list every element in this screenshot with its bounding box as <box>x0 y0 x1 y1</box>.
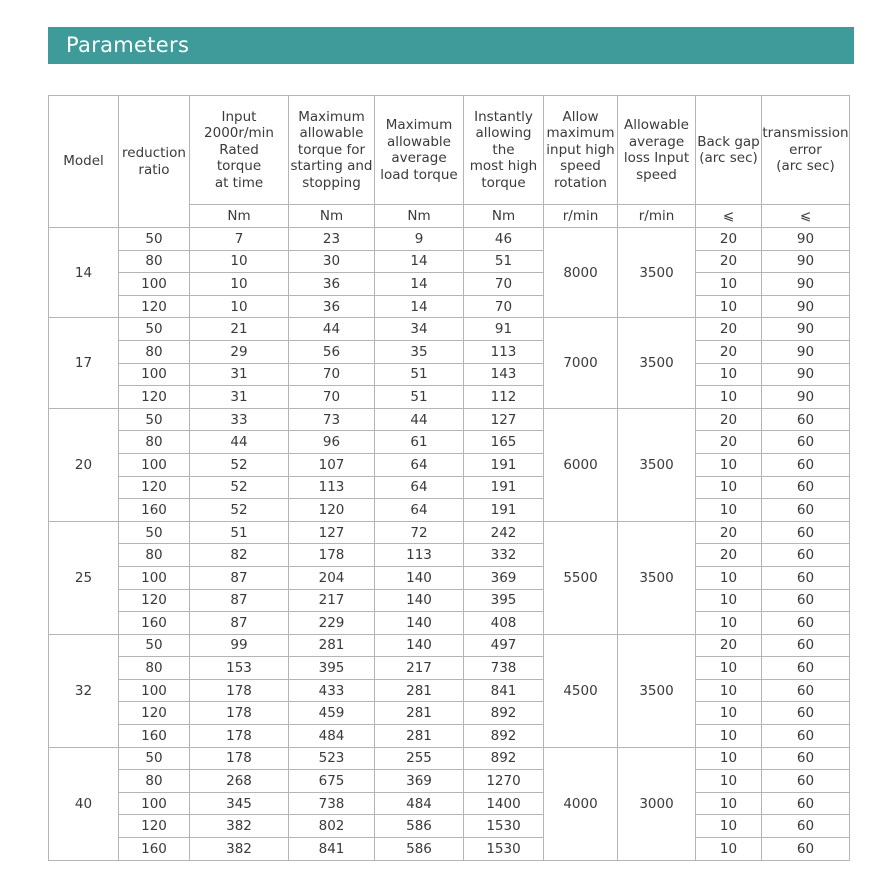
table-row <box>49 815 850 838</box>
cell-rated-torque: 10 <box>190 250 289 273</box>
cell-rated-torque: 178 <box>190 725 289 748</box>
parameters-table <box>48 95 850 861</box>
cell-back-gap: 10 <box>696 453 762 476</box>
cell-reduction-ratio: 100 <box>119 453 190 476</box>
cell-max-start-stop-torque: 675 <box>289 770 375 793</box>
cell-max-average-load-torque: 140 <box>375 612 464 635</box>
cell-transmission-error: 60 <box>762 634 850 657</box>
cell-max-average-load-torque: 281 <box>375 725 464 748</box>
table-row <box>49 679 850 702</box>
cell-max-start-stop-torque: 204 <box>289 566 375 589</box>
cell-transmission-error: 60 <box>762 612 850 635</box>
cell-back-gap: 10 <box>696 612 762 635</box>
cell-model: 14 <box>49 228 119 318</box>
cell-max-average-load-torque: 369 <box>375 770 464 793</box>
cell-instant-high-torque: 1400 <box>464 792 544 815</box>
cell-transmission-error: 60 <box>762 589 850 612</box>
cell-max-average-load-torque: 44 <box>375 408 464 431</box>
cell-max-start-stop-torque: 120 <box>289 499 375 522</box>
cell-instant-high-torque: 113 <box>464 340 544 363</box>
cell-max-start-stop-torque: 841 <box>289 838 375 861</box>
cell-reduction-ratio: 50 <box>119 408 190 431</box>
cell-back-gap: 10 <box>696 589 762 612</box>
cell-instant-high-torque: 841 <box>464 679 544 702</box>
cell-max-average-load-torque: 9 <box>375 228 464 251</box>
cell-back-gap: 10 <box>696 702 762 725</box>
cell-max-average-load-torque: 51 <box>375 363 464 386</box>
cell-max-average-load-torque: 217 <box>375 657 464 680</box>
cell-transmission-error: 60 <box>762 770 850 793</box>
col-header-rated-torque: Input 2000r/min Rated torque at time <box>190 96 289 205</box>
cell-rated-torque: 153 <box>190 657 289 680</box>
cell-reduction-ratio: 80 <box>119 250 190 273</box>
cell-average-input-speed: 3500 <box>618 408 696 521</box>
table-body <box>49 228 850 861</box>
cell-instant-high-torque: 70 <box>464 273 544 296</box>
cell-reduction-ratio: 50 <box>119 747 190 770</box>
cell-instant-high-torque: 191 <box>464 499 544 522</box>
cell-rated-torque: 21 <box>190 318 289 341</box>
cell-model: 17 <box>49 318 119 408</box>
cell-instant-high-torque: 1530 <box>464 815 544 838</box>
cell-max-start-stop-torque: 36 <box>289 295 375 318</box>
cell-max-average-load-torque: 586 <box>375 838 464 861</box>
cell-instant-high-torque: 332 <box>464 544 544 567</box>
cell-rated-torque: 99 <box>190 634 289 657</box>
cell-back-gap: 10 <box>696 499 762 522</box>
cell-max-start-stop-torque: 802 <box>289 815 375 838</box>
cell-back-gap: 10 <box>696 386 762 409</box>
cell-rated-torque: 268 <box>190 770 289 793</box>
cell-rated-torque: 51 <box>190 521 289 544</box>
cell-rated-torque: 44 <box>190 431 289 454</box>
cell-max-start-stop-torque: 229 <box>289 612 375 635</box>
cell-instant-high-torque: 892 <box>464 747 544 770</box>
cell-instant-high-torque: 46 <box>464 228 544 251</box>
table-row <box>49 747 850 770</box>
cell-instant-high-torque: 70 <box>464 295 544 318</box>
unit-average-input-speed: r/min <box>618 205 696 228</box>
unit-max-average-load-torque: Nm <box>375 205 464 228</box>
table-row <box>49 838 850 861</box>
cell-back-gap: 20 <box>696 431 762 454</box>
cell-max-start-stop-torque: 70 <box>289 386 375 409</box>
cell-transmission-error: 60 <box>762 521 850 544</box>
cell-max-start-stop-torque: 44 <box>289 318 375 341</box>
cell-max-average-load-torque: 484 <box>375 792 464 815</box>
cell-max-start-stop-torque: 459 <box>289 702 375 725</box>
cell-max-start-stop-torque: 36 <box>289 273 375 296</box>
unit-transmission-error: ⩽ <box>762 205 850 228</box>
cell-reduction-ratio: 80 <box>119 431 190 454</box>
cell-instant-high-torque: 1530 <box>464 838 544 861</box>
col-header-transmission-error: transmission error (arc sec) <box>762 96 850 205</box>
table-row <box>49 340 850 363</box>
cell-max-input-speed: 8000 <box>544 228 618 318</box>
cell-reduction-ratio: 120 <box>119 589 190 612</box>
cell-transmission-error: 90 <box>762 363 850 386</box>
cell-transmission-error: 90 <box>762 318 850 341</box>
cell-average-input-speed: 3500 <box>618 318 696 408</box>
cell-transmission-error: 60 <box>762 408 850 431</box>
cell-instant-high-torque: 408 <box>464 612 544 635</box>
cell-max-average-load-torque: 140 <box>375 589 464 612</box>
cell-reduction-ratio: 80 <box>119 657 190 680</box>
cell-model: 25 <box>49 521 119 634</box>
cell-back-gap: 20 <box>696 544 762 567</box>
header-row <box>49 96 850 205</box>
cell-instant-high-torque: 395 <box>464 589 544 612</box>
cell-rated-torque: 345 <box>190 792 289 815</box>
cell-rated-torque: 382 <box>190 838 289 861</box>
cell-reduction-ratio: 120 <box>119 815 190 838</box>
cell-max-start-stop-torque: 30 <box>289 250 375 273</box>
cell-max-start-stop-torque: 523 <box>289 747 375 770</box>
table-row <box>49 521 850 544</box>
col-header-back-gap: Back gap (arc sec) <box>696 96 762 205</box>
cell-average-input-speed: 3500 <box>618 521 696 634</box>
cell-transmission-error: 60 <box>762 725 850 748</box>
cell-reduction-ratio: 50 <box>119 228 190 251</box>
table-row <box>49 295 850 318</box>
cell-transmission-error: 90 <box>762 228 850 251</box>
col-header-instant-high-torque: Instantly allowing the most high torque <box>464 96 544 205</box>
cell-reduction-ratio: 160 <box>119 612 190 635</box>
cell-rated-torque: 52 <box>190 476 289 499</box>
cell-instant-high-torque: 892 <box>464 725 544 748</box>
table-row <box>49 657 850 680</box>
table-row <box>49 544 850 567</box>
cell-instant-high-torque: 497 <box>464 634 544 657</box>
cell-instant-high-torque: 112 <box>464 386 544 409</box>
cell-rated-torque: 87 <box>190 612 289 635</box>
cell-rated-torque: 31 <box>190 386 289 409</box>
cell-max-average-load-torque: 14 <box>375 295 464 318</box>
cell-instant-high-torque: 242 <box>464 521 544 544</box>
cell-max-input-speed: 4000 <box>544 747 618 860</box>
cell-reduction-ratio: 80 <box>119 544 190 567</box>
cell-max-start-stop-torque: 433 <box>289 679 375 702</box>
cell-back-gap: 10 <box>696 476 762 499</box>
cell-rated-torque: 31 <box>190 363 289 386</box>
table-row <box>49 566 850 589</box>
cell-back-gap: 20 <box>696 340 762 363</box>
table-row <box>49 476 850 499</box>
table-row <box>49 408 850 431</box>
cell-back-gap: 10 <box>696 792 762 815</box>
cell-rated-torque: 10 <box>190 295 289 318</box>
cell-max-start-stop-torque: 281 <box>289 634 375 657</box>
cell-transmission-error: 60 <box>762 544 850 567</box>
cell-rated-torque: 82 <box>190 544 289 567</box>
unit-instant-high-torque: Nm <box>464 205 544 228</box>
col-header-reduction-ratio: reduction ratio <box>119 96 190 228</box>
cell-transmission-error: 60 <box>762 792 850 815</box>
cell-back-gap: 10 <box>696 363 762 386</box>
cell-reduction-ratio: 160 <box>119 838 190 861</box>
unit-rated-torque: Nm <box>190 205 289 228</box>
cell-back-gap: 20 <box>696 408 762 431</box>
col-header-model: Model <box>49 96 119 228</box>
cell-max-average-load-torque: 34 <box>375 318 464 341</box>
cell-average-input-speed: 3000 <box>618 747 696 860</box>
cell-rated-torque: 87 <box>190 566 289 589</box>
cell-transmission-error: 60 <box>762 657 850 680</box>
unit-max-start-stop-torque: Nm <box>289 205 375 228</box>
cell-max-average-load-torque: 14 <box>375 273 464 296</box>
cell-model: 32 <box>49 634 119 747</box>
cell-back-gap: 20 <box>696 634 762 657</box>
unit-max-input-speed: r/min <box>544 205 618 228</box>
table-row <box>49 589 850 612</box>
cell-transmission-error: 90 <box>762 250 850 273</box>
cell-max-input-speed: 6000 <box>544 408 618 521</box>
cell-average-input-speed: 3500 <box>618 228 696 318</box>
cell-max-start-stop-torque: 70 <box>289 363 375 386</box>
cell-max-input-speed: 4500 <box>544 634 618 747</box>
cell-rated-torque: 178 <box>190 747 289 770</box>
cell-rated-torque: 33 <box>190 408 289 431</box>
cell-reduction-ratio: 120 <box>119 386 190 409</box>
unit-back-gap: ⩽ <box>696 205 762 228</box>
cell-back-gap: 10 <box>696 566 762 589</box>
cell-rated-torque: 10 <box>190 273 289 296</box>
cell-reduction-ratio: 120 <box>119 476 190 499</box>
table-row <box>49 453 850 476</box>
cell-max-average-load-torque: 51 <box>375 386 464 409</box>
cell-instant-high-torque: 191 <box>464 453 544 476</box>
cell-reduction-ratio: 100 <box>119 792 190 815</box>
cell-reduction-ratio: 50 <box>119 318 190 341</box>
cell-model: 20 <box>49 408 119 521</box>
cell-reduction-ratio: 160 <box>119 725 190 748</box>
cell-instant-high-torque: 127 <box>464 408 544 431</box>
cell-transmission-error: 60 <box>762 747 850 770</box>
cell-max-start-stop-torque: 96 <box>289 431 375 454</box>
cell-max-start-stop-torque: 113 <box>289 476 375 499</box>
cell-max-average-load-torque: 140 <box>375 634 464 657</box>
cell-instant-high-torque: 892 <box>464 702 544 725</box>
cell-instant-high-torque: 191 <box>464 476 544 499</box>
cell-transmission-error: 60 <box>762 838 850 861</box>
cell-transmission-error: 90 <box>762 273 850 296</box>
cell-max-average-load-torque: 255 <box>375 747 464 770</box>
table-row <box>49 363 850 386</box>
cell-reduction-ratio: 120 <box>119 295 190 318</box>
cell-max-average-load-torque: 281 <box>375 702 464 725</box>
cell-instant-high-torque: 91 <box>464 318 544 341</box>
cell-max-start-stop-torque: 395 <box>289 657 375 680</box>
cell-transmission-error: 90 <box>762 386 850 409</box>
cell-rated-torque: 382 <box>190 815 289 838</box>
cell-max-average-load-torque: 72 <box>375 521 464 544</box>
cell-transmission-error: 60 <box>762 499 850 522</box>
table-row <box>49 770 850 793</box>
cell-max-start-stop-torque: 738 <box>289 792 375 815</box>
cell-back-gap: 10 <box>696 679 762 702</box>
cell-max-average-load-torque: 281 <box>375 679 464 702</box>
cell-max-start-stop-torque: 178 <box>289 544 375 567</box>
cell-back-gap: 10 <box>696 747 762 770</box>
cell-instant-high-torque: 1270 <box>464 770 544 793</box>
cell-back-gap: 10 <box>696 725 762 748</box>
cell-reduction-ratio: 80 <box>119 340 190 363</box>
cell-back-gap: 10 <box>696 770 762 793</box>
table-row <box>49 273 850 296</box>
cell-rated-torque: 7 <box>190 228 289 251</box>
cell-rated-torque: 87 <box>190 589 289 612</box>
cell-back-gap: 20 <box>696 521 762 544</box>
cell-max-start-stop-torque: 127 <box>289 521 375 544</box>
cell-instant-high-torque: 369 <box>464 566 544 589</box>
cell-rated-torque: 178 <box>190 702 289 725</box>
cell-transmission-error: 90 <box>762 340 850 363</box>
cell-max-average-load-torque: 14 <box>375 250 464 273</box>
cell-max-average-load-torque: 140 <box>375 566 464 589</box>
cell-back-gap: 20 <box>696 318 762 341</box>
table-row <box>49 499 850 522</box>
cell-instant-high-torque: 143 <box>464 363 544 386</box>
table-row <box>49 431 850 454</box>
cell-reduction-ratio: 100 <box>119 566 190 589</box>
table-row <box>49 725 850 748</box>
cell-transmission-error: 60 <box>762 815 850 838</box>
cell-back-gap: 10 <box>696 295 762 318</box>
cell-transmission-error: 60 <box>762 702 850 725</box>
cell-max-average-load-torque: 64 <box>375 476 464 499</box>
cell-average-input-speed: 3500 <box>618 634 696 747</box>
cell-transmission-error: 60 <box>762 431 850 454</box>
table-row <box>49 318 850 341</box>
cell-transmission-error: 60 <box>762 679 850 702</box>
cell-rated-torque: 29 <box>190 340 289 363</box>
table-row <box>49 228 850 251</box>
cell-reduction-ratio: 100 <box>119 273 190 296</box>
cell-max-average-load-torque: 113 <box>375 544 464 567</box>
cell-max-start-stop-torque: 217 <box>289 589 375 612</box>
cell-max-input-speed: 7000 <box>544 318 618 408</box>
cell-max-average-load-torque: 64 <box>375 499 464 522</box>
cell-back-gap: 10 <box>696 815 762 838</box>
col-header-max-average-load-torque: Maximum allowable average load torque <box>375 96 464 205</box>
header-banner <box>48 27 854 64</box>
cell-max-input-speed: 5500 <box>544 521 618 634</box>
table-row <box>49 702 850 725</box>
cell-transmission-error: 60 <box>762 566 850 589</box>
cell-max-start-stop-torque: 23 <box>289 228 375 251</box>
table-row <box>49 250 850 273</box>
cell-reduction-ratio: 50 <box>119 521 190 544</box>
cell-reduction-ratio: 50 <box>119 634 190 657</box>
cell-transmission-error: 60 <box>762 476 850 499</box>
cell-transmission-error: 60 <box>762 453 850 476</box>
cell-max-start-stop-torque: 107 <box>289 453 375 476</box>
cell-max-start-stop-torque: 73 <box>289 408 375 431</box>
cell-reduction-ratio: 100 <box>119 363 190 386</box>
cell-back-gap: 10 <box>696 273 762 296</box>
cell-instant-high-torque: 738 <box>464 657 544 680</box>
cell-instant-high-torque: 165 <box>464 431 544 454</box>
table-row <box>49 386 850 409</box>
cell-instant-high-torque: 51 <box>464 250 544 273</box>
cell-rated-torque: 52 <box>190 453 289 476</box>
cell-max-average-load-torque: 586 <box>375 815 464 838</box>
cell-back-gap: 20 <box>696 250 762 273</box>
table-row <box>49 612 850 635</box>
cell-max-start-stop-torque: 56 <box>289 340 375 363</box>
cell-back-gap: 10 <box>696 838 762 861</box>
cell-reduction-ratio: 160 <box>119 499 190 522</box>
cell-max-start-stop-torque: 484 <box>289 725 375 748</box>
cell-reduction-ratio: 100 <box>119 679 190 702</box>
table-row <box>49 792 850 815</box>
cell-transmission-error: 90 <box>762 295 850 318</box>
col-header-max-input-speed: Allow maximum input high speed rotation <box>544 96 618 205</box>
cell-rated-torque: 178 <box>190 679 289 702</box>
table-row <box>49 634 850 657</box>
cell-max-average-load-torque: 35 <box>375 340 464 363</box>
cell-model: 40 <box>49 747 119 860</box>
cell-back-gap: 20 <box>696 228 762 251</box>
cell-reduction-ratio: 80 <box>119 770 190 793</box>
cell-back-gap: 10 <box>696 657 762 680</box>
cell-max-average-load-torque: 64 <box>375 453 464 476</box>
cell-rated-torque: 52 <box>190 499 289 522</box>
cell-max-average-load-torque: 61 <box>375 431 464 454</box>
cell-reduction-ratio: 120 <box>119 702 190 725</box>
page-title: Parameters <box>66 33 190 57</box>
col-header-max-start-stop-torque: Maximum allowable torque for starting and stopping <box>289 96 375 205</box>
col-header-average-input-speed: Allowable average loss Input speed <box>618 96 696 205</box>
